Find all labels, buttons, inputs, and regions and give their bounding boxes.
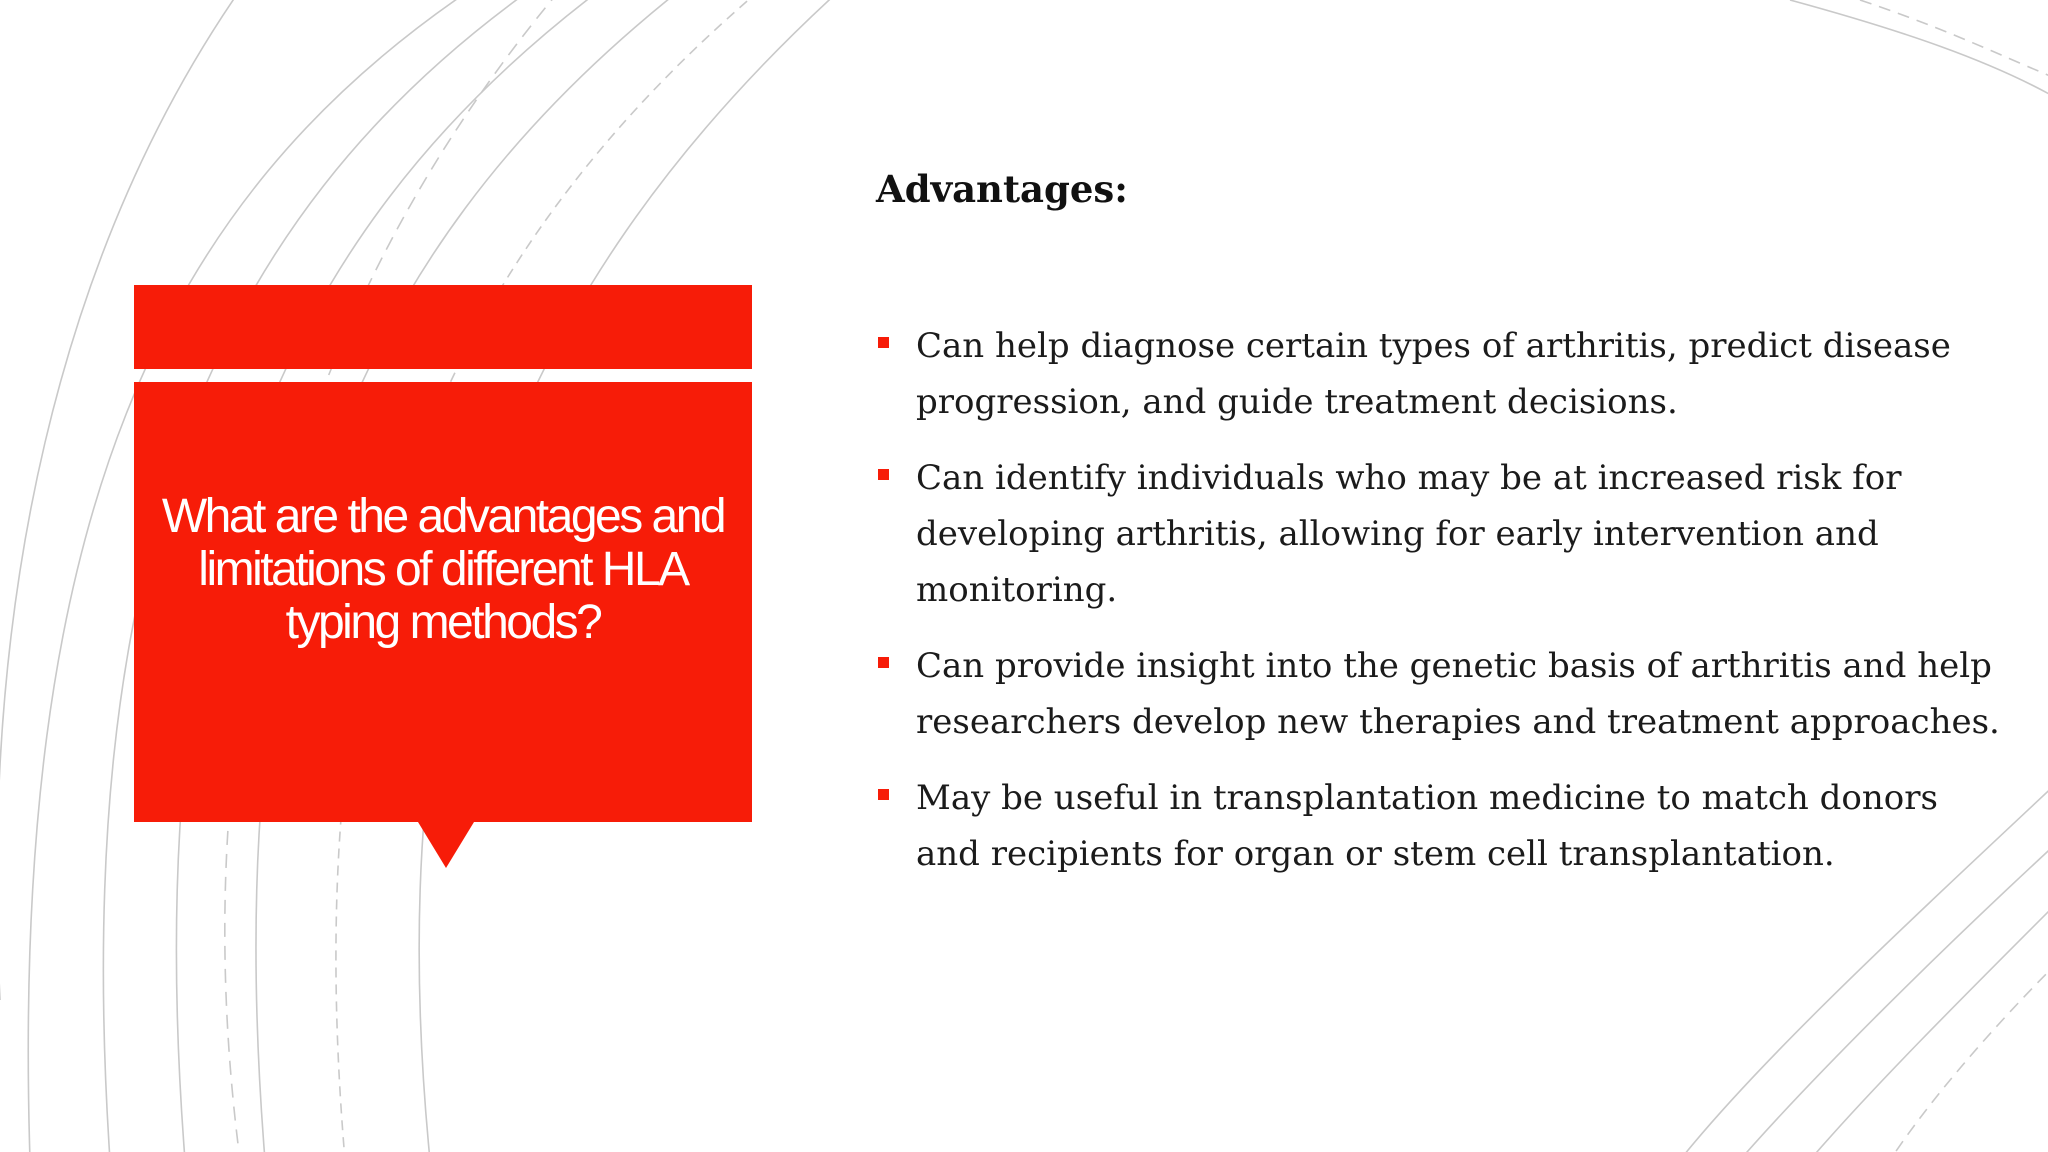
square-bullet-icon <box>878 789 889 800</box>
square-bullet-icon <box>878 337 889 348</box>
bullet-item <box>876 318 2006 430</box>
slide-title: What are the advantages and limitations of different HLA typing methods? <box>161 490 725 649</box>
section-heading: Advantages: <box>876 167 1128 211</box>
square-bullet-icon <box>878 469 889 480</box>
bullet-item <box>876 450 2006 618</box>
accent-bar <box>134 285 752 369</box>
bullet-text: Can provide insight into the genetic basis of arthritis and help researchers develop new therapies and treatment approaches. <box>916 646 2000 742</box>
callout-pointer <box>418 822 474 868</box>
square-bullet-icon <box>878 657 889 668</box>
bullet-item <box>876 770 2006 882</box>
bullet-item <box>876 638 2006 750</box>
bullet-list <box>876 318 2006 902</box>
bullet-text: May be useful in transplantation medicine to match donors and recipients for organ or stem cell transplantation. <box>916 778 1938 874</box>
bullet-text: Can identify individuals who may be at increased risk for developing arthritis, allowing for early intervention and monitoring. <box>916 458 1902 610</box>
bullet-text: Can help diagnose certain types of arthritis, predict disease progression, and guide treatment decisions. <box>916 326 1951 422</box>
